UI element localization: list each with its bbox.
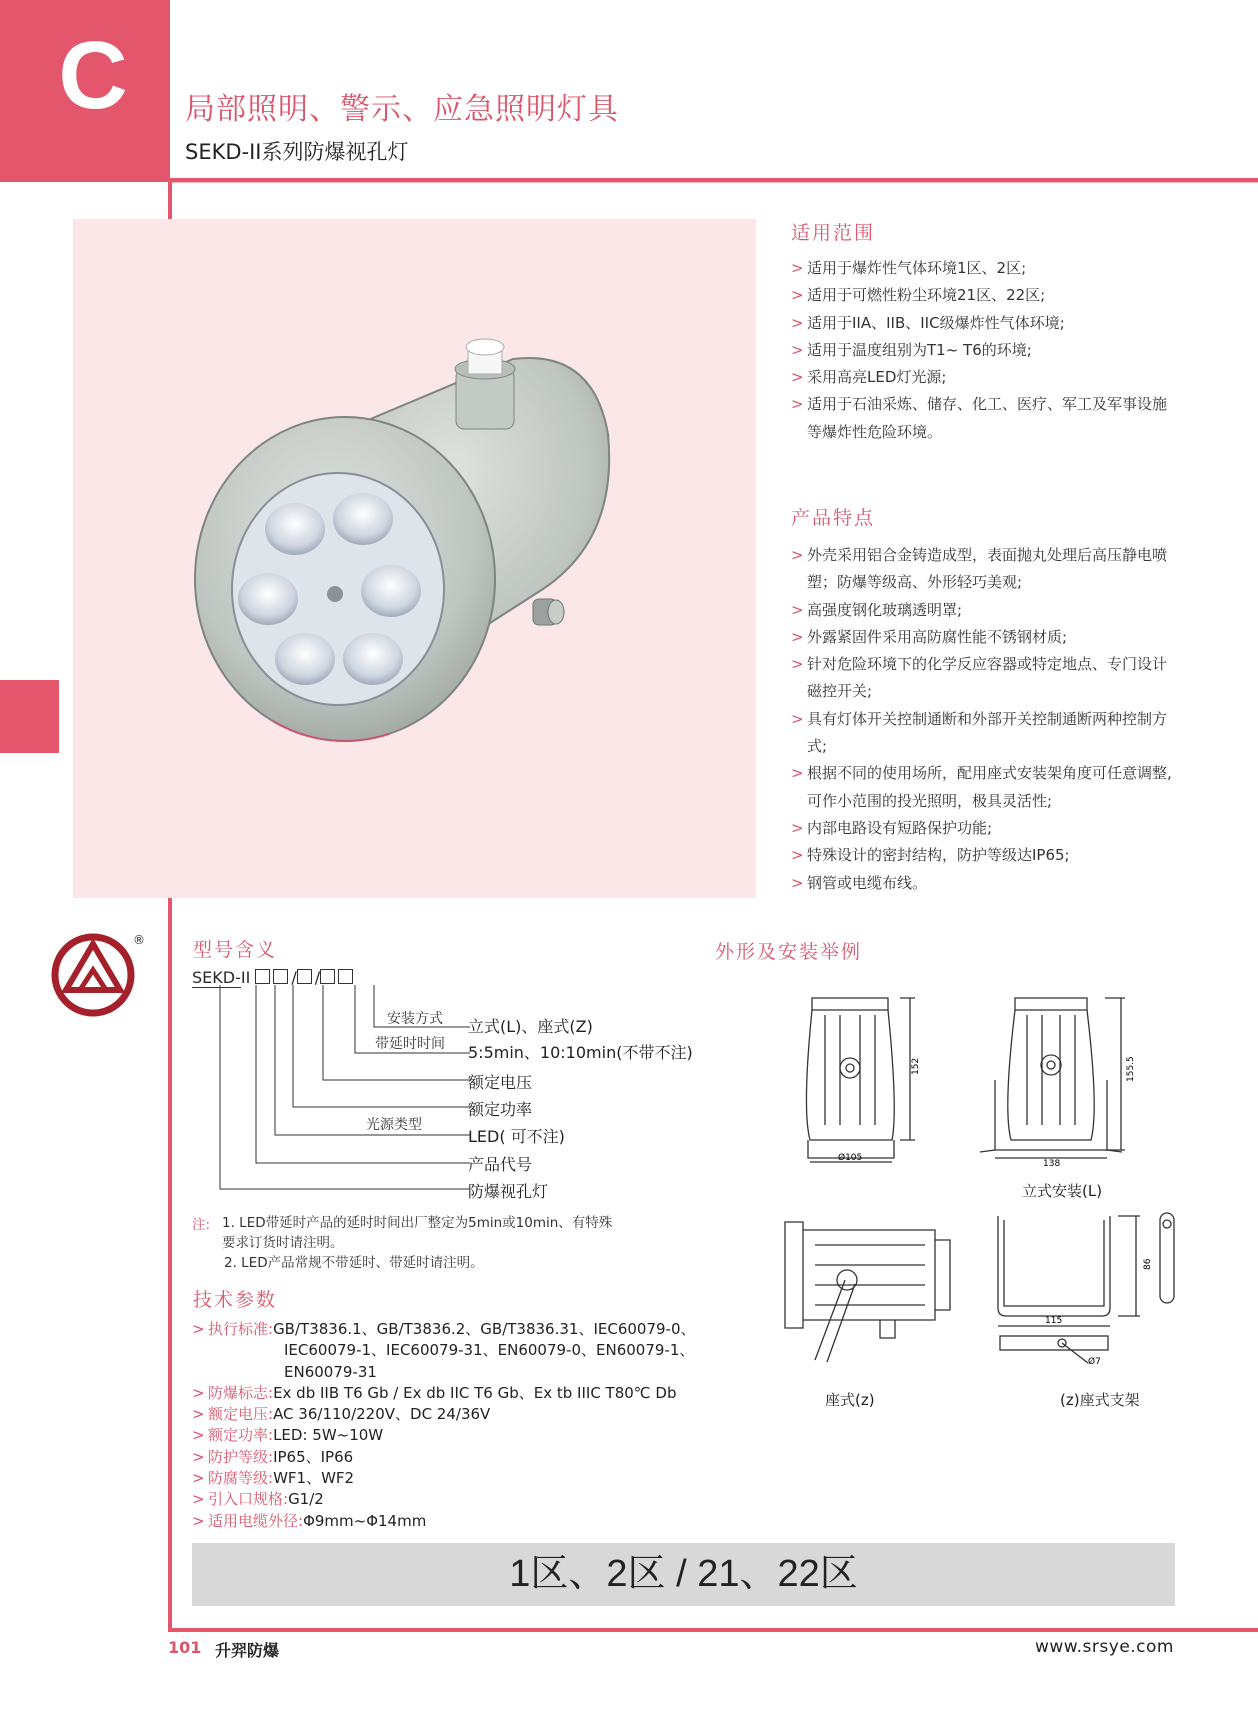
value-product-name: 防爆视孔灯 (468, 1182, 549, 1201)
tech-key: 适用电缆外径: (208, 1511, 304, 1530)
tech-key: 防护等级: (208, 1447, 274, 1466)
tech-value: IEC60079-1、IEC60079-31、EN60079-0、EN60079-1、 (284, 1341, 695, 1360)
footer-divider (168, 1628, 1258, 1632)
label-install: 安装方式 (387, 1011, 443, 1027)
tech-key: 额定电压: (208, 1405, 274, 1424)
tech-value: AC 36/110/220V、DC 24/36V (273, 1405, 491, 1424)
list-item: > 适用于可燃性粉尘环境21区、22区; (791, 282, 1181, 309)
tech-value: Φ9mm~Φ14mm (303, 1511, 427, 1530)
tech-key: 执行标准: (208, 1320, 274, 1338)
dim-w2: 138 (1043, 1159, 1061, 1169)
dimensions-title: 外形及安装举例 (715, 941, 863, 963)
tech-row (192, 1340, 752, 1361)
list-item: > 适用于温度组别为T1~ T6的环境; (791, 337, 1181, 364)
scope-list (791, 255, 1181, 446)
list-item: > 外壳采用铝合金铸造成型，表面抛丸处理后高压静电喷塑；防爆等级高、外形轻巧美观; (791, 542, 1181, 597)
brand-name: 升羿防爆 (215, 1641, 280, 1660)
note-line: 2. LED产品常规不带延时、带延时请注明。 (224, 1255, 484, 1271)
dim-w3: 115 (1045, 1316, 1063, 1326)
note-line: 1. LED带延时产品的延时时间出厂整定为5min或10min、有特殊 (222, 1215, 613, 1231)
list-item: > 内部电路设有短路保护功能; (791, 815, 1181, 842)
page-number: 101 (168, 1638, 202, 1657)
list-item: > 适用于爆炸性气体环境1区、2区; (791, 255, 1181, 282)
tech-row (192, 1468, 752, 1489)
dim-h1: 152 (911, 1057, 921, 1075)
list-item: > 针对危险环境下的化学反应容器或特定地点、专门设计磁控开关; (791, 651, 1181, 706)
tech-key: 防腐等级: (208, 1469, 274, 1488)
caption-bracket: (z)座式支架 (1060, 1391, 1140, 1409)
features-title: 产品特点 (791, 507, 876, 529)
notes (222, 1213, 612, 1273)
page-title: 局部照明、警示、应急照明灯具 (185, 92, 619, 127)
list-item: > 根据不同的使用场所，配用座式安装架角度可任意调整,可作小范围的投光照明，极具灵活性; (791, 760, 1181, 815)
label-light-source: 光源类型 (366, 1117, 422, 1133)
tech-row (192, 1447, 752, 1468)
drawing-bracket (990, 1208, 1180, 1368)
tech-row (192, 1489, 752, 1510)
tech-value: EN60079-31 (284, 1362, 377, 1381)
list-item: > 高强度钢化玻璃透明罩; (791, 597, 1181, 624)
tech-list (192, 1319, 752, 1532)
lamp-illustration (73, 219, 756, 898)
tech-row (192, 1383, 752, 1404)
registered-mark: ® (133, 933, 145, 947)
model-code-prefix: SEKD- (192, 968, 241, 987)
list-item: > 具有灯体开关控制通断和外部开关控制通断两种控制方式; (791, 706, 1181, 761)
dim-h3: 86 (1143, 1258, 1153, 1270)
note-label: 注: (192, 1217, 211, 1233)
list-item: > 特殊设计的密封结构，防护等级达IP65; (791, 842, 1181, 869)
list-item: > 钢管或电缆布线。 (791, 870, 1181, 897)
value-power: 额定功率 (468, 1100, 533, 1119)
tech-row (192, 1362, 752, 1383)
features-list (791, 542, 1181, 897)
tech-key: 额定功率: (208, 1426, 274, 1445)
note-line: 要求订货时请注明。 (222, 1235, 344, 1251)
tech-value: Ex db IIB T6 Gb / Ex db IIC T6 Gb、Ex tb IIIC T80℃ Db (273, 1383, 677, 1402)
list-item: > 外露紧固件采用高防腐性能不锈钢材质; (791, 624, 1181, 651)
model-code: SEKD-II / / (192, 968, 356, 987)
scope-title: 适用范围 (791, 222, 876, 244)
value-product-code: 产品代号 (468, 1155, 533, 1174)
tech-title: 技术参数 (193, 1289, 278, 1311)
label-delay: 带延时时间 (375, 1036, 445, 1052)
tech-row (192, 1425, 752, 1446)
drawing-stand-front (790, 990, 930, 1170)
tech-row (192, 1319, 752, 1340)
list-item: > 采用高亮LED灯光源; (791, 364, 1181, 391)
zone-banner: 1区、2区 / 21、22区 (192, 1543, 1175, 1606)
value-led: LED( 可不注) (468, 1127, 565, 1146)
section-letter: C (58, 22, 128, 129)
website-link[interactable]: www.srsye.com (1035, 1637, 1174, 1657)
tech-row (192, 1404, 752, 1425)
brand-logo-icon (50, 930, 140, 1020)
list-item: > 适用于石油采炼、储存、化工、医疗、军工及军事设施等爆炸性危险环境。 (791, 391, 1181, 446)
caption-seat: 座式(z) (825, 1391, 875, 1409)
caption-stand: 立式安装(L) (1022, 1182, 1103, 1200)
page-subtitle: SEKD-II系列防爆视孔灯 (185, 140, 409, 164)
header-divider-thin (170, 182, 1258, 183)
tech-key: 引入口规格: (208, 1490, 289, 1509)
tech-key: 防爆标志: (208, 1383, 274, 1402)
drawing-stand-bracket (975, 990, 1145, 1170)
brand-logo (50, 930, 140, 1020)
dim-w1: Ø105 (838, 1153, 863, 1163)
tech-value: G1/2 (288, 1490, 324, 1509)
tech-value: GB/T3836.1、GB/T3836.2、GB/T3836.31、IEC60079-0、 (273, 1320, 696, 1338)
dim-h2: 155.5 (1126, 1056, 1136, 1082)
model-title: 型号含义 (193, 939, 278, 961)
list-item: > 适用于IIA、IIB、IIC级爆炸性气体环境; (791, 310, 1181, 337)
model-code-suffix: II (240, 968, 251, 987)
value-install: 立式(L)、座式(Z) (468, 1017, 593, 1036)
tech-value: IP65、IP66 (273, 1447, 354, 1466)
drawing-seat (775, 1210, 960, 1370)
value-delay: 5:5min、10:10min(不带不注) (468, 1043, 693, 1062)
product-photo (73, 219, 756, 898)
value-voltage: 额定电压 (468, 1073, 533, 1092)
tech-row (192, 1511, 752, 1532)
side-tab (0, 680, 59, 753)
dim-d3: Ø7 (1088, 1357, 1101, 1367)
tech-value: LED: 5W~10W (273, 1426, 384, 1445)
tech-value: WF1、WF2 (273, 1469, 355, 1488)
